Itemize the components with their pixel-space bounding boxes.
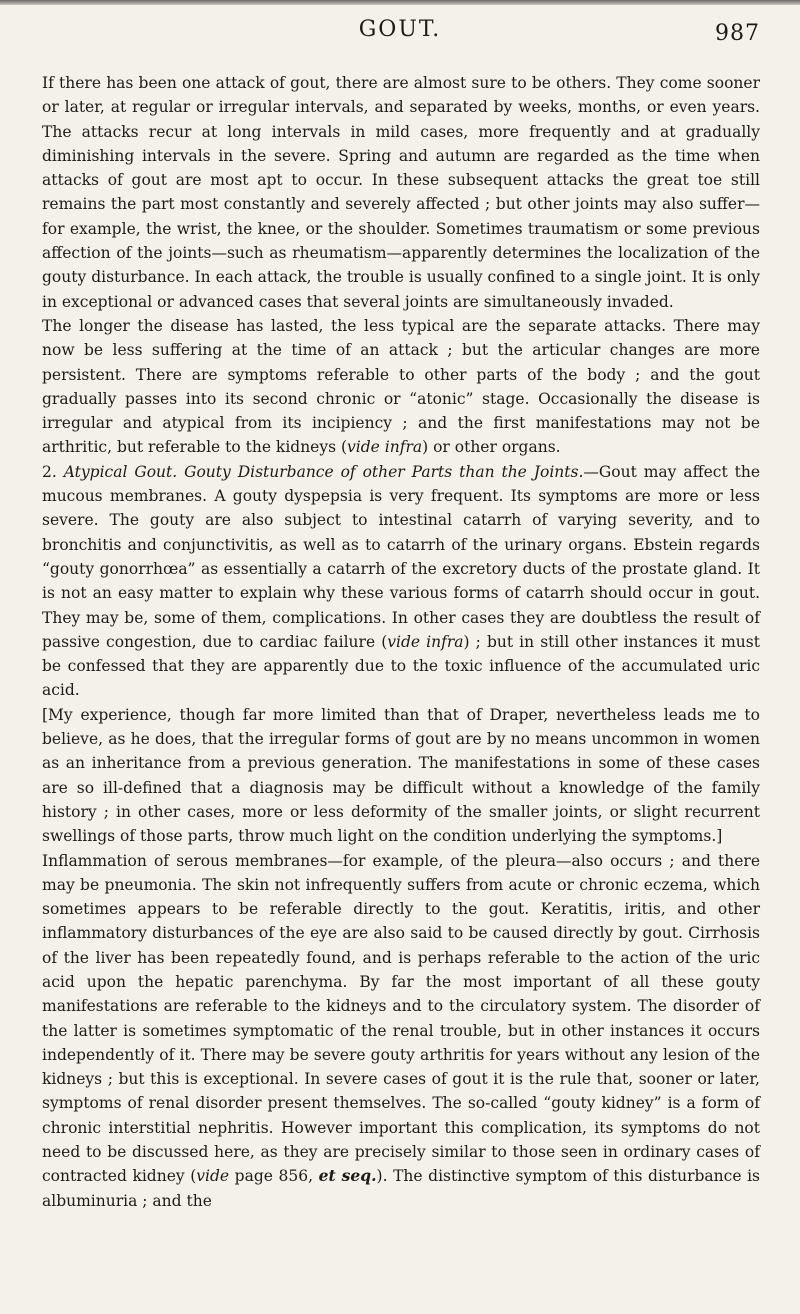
section-number: 2. <box>42 462 57 481</box>
italic-reference: vide <box>196 1167 230 1186</box>
body-text <box>42 71 760 1213</box>
paragraph-atypical-gout <box>42 460 760 703</box>
paragraph-text: The longer the disease has lasted, the less typical are the separate attacks. There may now be less suffering at the time of an attack ; but the articular changes are more persistent. There are symptoms referable to other parts of the body ; and the gout gradually passes into its second chronic or “atonic” stage. Occasionally the disease is irregular and atypical from its incipiency ; and the first manifestations may not be arthritic, but referable to the kidneys ( <box>42 316 760 457</box>
section-heading: Atypical Gout. Gouty Disturbance of other Parts than the Joints. <box>63 462 584 481</box>
italic-reference: vide infra <box>387 632 464 651</box>
paragraph-serous-membranes <box>42 849 760 1213</box>
paragraph-text: —Gout may affect the mucous membranes. A gouty dyspepsia is very frequent. Its symptoms are more or less severe. The gouty are also subject to intestinal catarrh of varying severity, and to bronchitis and conjunctivitis, as well as to catarrh of the urinary organs. Ebstein regards “gouty gonorrhœa” as essentially a catarrh of the excretory ducts of the prostate gland. It is not an easy matter to explain why these various forms of catarrh should occur in gout. They may be, some of them, complications. In other cases they are doubtless the result of passive congestion, due to cardiac failure ( <box>42 462 761 651</box>
italic-reference: et seq. <box>318 1166 377 1186</box>
running-head <box>0 17 800 57</box>
page-top-edge <box>0 0 800 5</box>
paragraph-text: page 856, <box>229 1167 319 1186</box>
paragraph-text: ). The distinctive symptom of this disturbance is albuminuria ; and the <box>42 1167 760 1210</box>
paragraph-text: If there has been one attack of gout, there are almost sure to be others. They come sooner or later, at regular or irregular intervals, and separated by weeks, months, or even years. The attacks recur at long intervals in mild cases, more frequently and at gradually diminishing intervals in the severe. Spring and autumn are regarded as the time when attacks of gout are most apt to occur. In these subsequent attacks the great toe still remains the part most constantly and severely affected ; but other joints may also suffer—for example, the wrist, the knee, or the shoulder. Sometimes traumatism or some previous affection of the joints—such as rheumatism—apparently determines the localization of the gouty disturbance. In each attack, the trouble is usually confined to a single joint. It is only in exceptional or advanced cases that several joints are simultaneously invaded. <box>42 74 760 311</box>
paragraph-text: Inflammation of serous membranes—for example, of the pleura—also occurs ; and there may be pneumonia. The skin not infrequently suffers from acute or chronic eczema, which sometimes appears to be referable directly to the gout. Keratitis, iritis, and other inflammatory disturbances of the eye are also said to be caused directly by gout. Cirrhosis of the liver has been repeatedly found, and is perhaps referable to the action of the uric acid upon the hepatic parenchyma. By far the most important of all these gouty manifestations are referable to the kidneys and to the circulatory system. The disorder of the latter is sometimes symptomatic of the renal trouble, but in other instances it occurs independently of it. There may be severe gouty arthritis for years without any lesion of the kidneys ; but this is exceptional. In severe cases of gout it is the rule that, sooner or later, symptoms of renal disorder present themselves. The so-called “gouty kidney” is a form of chronic interstitial nephritis. However important this complication, its symptoms do not need to be discussed here, as they are precisely similar to those seen in ordinary cases of contracted kidney ( <box>42 851 760 1186</box>
paragraph-editor-note <box>42 703 760 849</box>
page-number: 987 <box>715 21 760 46</box>
paragraph-text: ) or other organs. <box>422 438 561 457</box>
paragraph-text: ) ; but in still other instances it must be confessed that they are apparently due to the toxic influence of the accumulated uric acid. <box>42 632 760 700</box>
paragraph-recurrent-attacks <box>42 71 760 314</box>
paragraph-text: [My experience, though far more limited than that of Draper, nevertheless leads me to believe, as he does, that the irregular forms of gout are by no means uncommon in women as an inheritance from a previous generation. The manifestations in some of these cases are so ill-defined that a diagnosis may be difficult without a knowledge of the family history ; in other cases, more or less deformity of the smaller joints, or slight recurrent swellings of those parts, throw much light on the condition underlying the symptoms.] <box>42 705 760 846</box>
running-title: GOUT. <box>358 17 442 42</box>
italic-reference: vide infra <box>347 438 423 457</box>
paragraph-disease-duration <box>42 314 760 460</box>
